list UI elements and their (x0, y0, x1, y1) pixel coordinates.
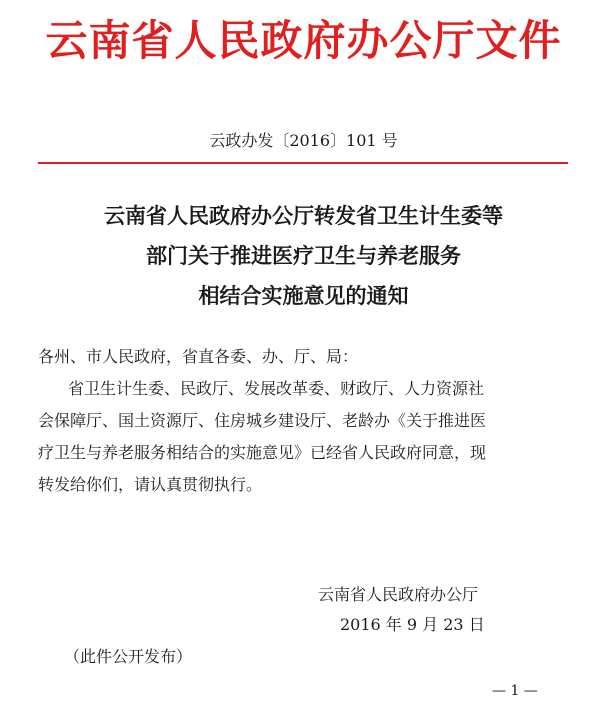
issue-date: 2016 年 9 月 23 日 (340, 615, 485, 634)
document-title-line-1: 云南省人民政府办公厅转发省卫生计生委等 (104, 204, 503, 228)
issuer-signature: 云南省人民政府办公厅 (318, 585, 479, 604)
publish-note: （此件公开发布） (64, 647, 193, 666)
body-text-line-1: 省卫生计生委、民政厅、发展改革委、财政厅、人力资源社 (68, 379, 485, 398)
body-text-line-3: 疗卫生与养老服务相结合的实施意见》已经省人民政府同意，现 (38, 443, 487, 462)
body-text-line-4: 转发给你们，请认真贯彻执行。 (38, 475, 263, 494)
document-header-title: 云南省人民政府办公厅文件 (45, 16, 562, 65)
document-title-line-3: 相结合实施意见的通知 (198, 284, 409, 308)
addressee-line: 各州、市人民政府，省直各委、办、厅、局： (38, 347, 359, 366)
body-text-line-2: 会保障厅、国土资源厅、住房城乡建设厅、老龄办《关于推进医 (38, 411, 487, 430)
red-divider-line (38, 162, 568, 164)
document-number: 云政办发〔2016〕101 号 (209, 131, 398, 150)
document-title-line-2: 部门关于推进医疗卫生与养老服务 (146, 244, 461, 268)
page-number: — 1 — (492, 683, 538, 699)
